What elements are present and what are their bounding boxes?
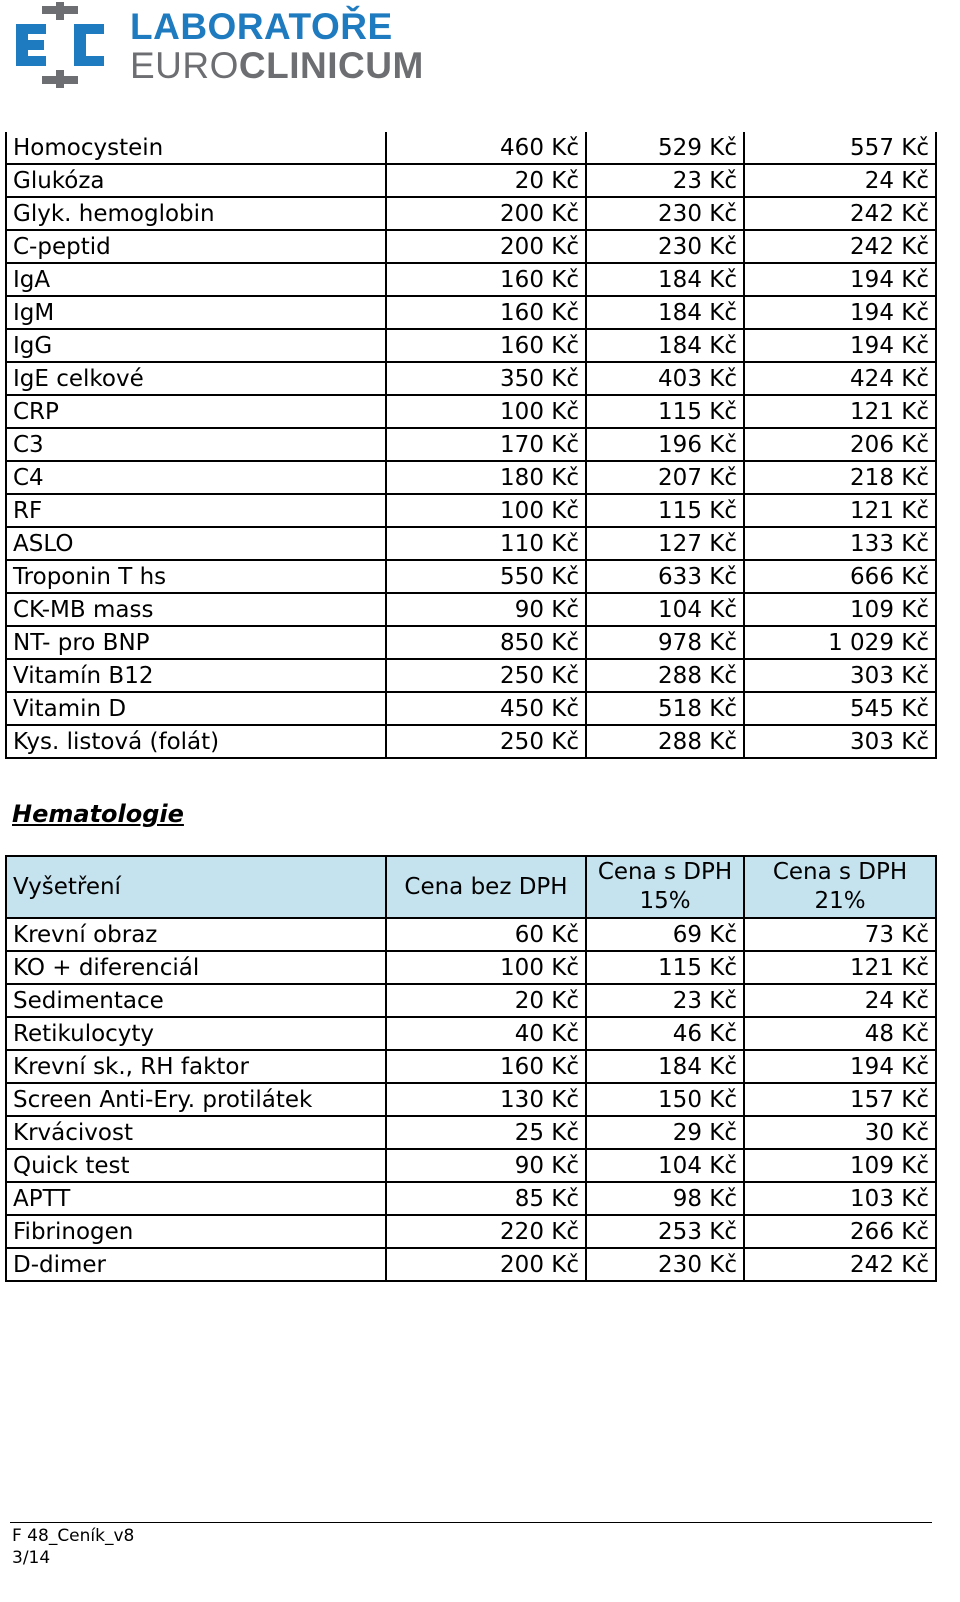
price-vat-15-cell: 403 Kč [586, 362, 744, 395]
test-name-cell: Krevní sk., RH faktor [6, 1050, 386, 1083]
price-vat-15-cell: 184 Kč [586, 296, 744, 329]
price-vat-15-cell: 184 Kč [586, 263, 744, 296]
price-vat-21-cell: 266 Kč [744, 1215, 936, 1248]
table-row [6, 984, 936, 1017]
price-vat-21-cell: 242 Kč [744, 230, 936, 263]
table-row [6, 626, 936, 659]
price-vat-21-cell: 24 Kč [744, 984, 936, 1017]
test-name-cell: Krvácivost [6, 1116, 386, 1149]
table-row [6, 725, 936, 758]
price-without-vat-cell: 460 Kč [386, 132, 586, 164]
price-without-vat-cell: 250 Kč [386, 659, 586, 692]
price-without-vat-cell: 550 Kč [386, 560, 586, 593]
price-without-vat-cell: 850 Kč [386, 626, 586, 659]
table-row [6, 1083, 936, 1116]
price-vat-15-cell: 184 Kč [586, 1050, 744, 1083]
price-vat-15-cell: 29 Kč [586, 1116, 744, 1149]
table-row [6, 362, 936, 395]
price-vat-21-cell: 48 Kč [744, 1017, 936, 1050]
price-vat-21-cell: 194 Kč [744, 1050, 936, 1083]
price-vat-21-cell: 242 Kč [744, 1248, 936, 1281]
table-row [6, 395, 936, 428]
price-without-vat-cell: 110 Kč [386, 527, 586, 560]
price-vat-21-cell: 303 Kč [744, 659, 936, 692]
price-vat-21-cell: 133 Kč [744, 527, 936, 560]
test-name-cell: Vitamín B12 [6, 659, 386, 692]
price-vat-15-cell: 253 Kč [586, 1215, 744, 1248]
test-name-cell: IgM [6, 296, 386, 329]
price-without-vat-cell: 40 Kč [386, 1017, 586, 1050]
section-title-hematologie: Hematologie [12, 800, 184, 828]
price-vat-15-cell: 633 Kč [586, 560, 744, 593]
table-row [6, 461, 936, 494]
price-without-vat-cell: 170 Kč [386, 428, 586, 461]
price-vat-21-cell: 103 Kč [744, 1182, 936, 1215]
table-row [6, 659, 936, 692]
price-vat-15-cell: 230 Kč [586, 230, 744, 263]
table-row [6, 132, 936, 164]
price-vat-15-cell: 69 Kč [586, 918, 744, 951]
test-name-cell: RF [6, 494, 386, 527]
price-vat-15-cell: 150 Kč [586, 1083, 744, 1116]
price-vat-15-cell: 23 Kč [586, 984, 744, 1017]
price-vat-15-cell: 196 Kč [586, 428, 744, 461]
price-vat-21-cell: 30 Kč [744, 1116, 936, 1149]
price-vat-21-cell: 24 Kč [744, 164, 936, 197]
price-vat-21-cell: 109 Kč [744, 593, 936, 626]
test-name-cell: Sedimentace [6, 984, 386, 1017]
test-name-cell: Kys. listová (folát) [6, 725, 386, 758]
price-without-vat-cell: 200 Kč [386, 1248, 586, 1281]
price-vat-21-cell: 1 029 Kč [744, 626, 936, 659]
price-vat-21-cell: 157 Kč [744, 1083, 936, 1116]
price-vat-15-cell: 46 Kč [586, 1017, 744, 1050]
price-without-vat-cell: 160 Kč [386, 1050, 586, 1083]
price-vat-21-cell: 121 Kč [744, 494, 936, 527]
price-vat-21-cell: 303 Kč [744, 725, 936, 758]
price-without-vat-cell: 90 Kč [386, 593, 586, 626]
price-vat-21-cell: 424 Kč [744, 362, 936, 395]
table-row [6, 1215, 936, 1248]
price-without-vat-cell: 20 Kč [386, 984, 586, 1017]
price-without-vat-cell: 250 Kč [386, 725, 586, 758]
price-without-vat-cell: 200 Kč [386, 230, 586, 263]
price-without-vat-cell: 100 Kč [386, 395, 586, 428]
price-without-vat-cell: 200 Kč [386, 197, 586, 230]
test-name-cell: C3 [6, 428, 386, 461]
test-name-cell: Troponin T hs [6, 560, 386, 593]
test-name-cell: CRP [6, 395, 386, 428]
test-name-cell: Vitamin D [6, 692, 386, 725]
test-name-cell: Krevní obraz [6, 918, 386, 951]
price-without-vat-cell: 160 Kč [386, 263, 586, 296]
table-header-row [6, 856, 936, 918]
price-vat-21-cell: 121 Kč [744, 395, 936, 428]
header-vysetreni: Vyšetření [6, 856, 386, 918]
table-row [6, 296, 936, 329]
table-row [6, 1149, 936, 1182]
test-name-cell: C4 [6, 461, 386, 494]
price-vat-21-cell: 194 Kč [744, 329, 936, 362]
price-vat-15-cell: 288 Kč [586, 725, 744, 758]
price-vat-15-cell: 529 Kč [586, 132, 744, 164]
price-vat-15-cell: 23 Kč [586, 164, 744, 197]
header-price-vat-21: Cena s DPH 21% [744, 856, 936, 918]
test-name-cell: Screen Anti-Ery. protilátek [6, 1083, 386, 1116]
price-vat-21-cell: 194 Kč [744, 296, 936, 329]
table-row [6, 428, 936, 461]
brand-line1: LABORATOŘE [130, 6, 393, 47]
price-vat-21-cell: 242 Kč [744, 197, 936, 230]
test-name-cell: IgA [6, 263, 386, 296]
test-name-cell: NT- pro BNP [6, 626, 386, 659]
price-vat-15-cell: 104 Kč [586, 1149, 744, 1182]
test-name-cell: CK-MB mass [6, 593, 386, 626]
price-without-vat-cell: 450 Kč [386, 692, 586, 725]
header-price-without-vat: Cena bez DPH [386, 856, 586, 918]
price-without-vat-cell: 160 Kč [386, 296, 586, 329]
price-without-vat-cell: 350 Kč [386, 362, 586, 395]
test-name-cell: ASLO [6, 527, 386, 560]
table-row [6, 593, 936, 626]
price-vat-15-cell: 127 Kč [586, 527, 744, 560]
price-without-vat-cell: 25 Kč [386, 1116, 586, 1149]
test-name-cell: IgG [6, 329, 386, 362]
price-vat-21-cell: 218 Kč [744, 461, 936, 494]
footer-page-number: 3/14 [12, 1548, 51, 1568]
test-name-cell: Homocystein [6, 132, 386, 164]
table-row [6, 230, 936, 263]
price-vat-15-cell: 230 Kč [586, 197, 744, 230]
brand-clinicum: CLINICUM [238, 45, 424, 86]
price-vat-15-cell: 230 Kč [586, 1248, 744, 1281]
footer-divider [10, 1522, 932, 1523]
price-vat-15-cell: 115 Kč [586, 395, 744, 428]
price-vat-15-cell: 288 Kč [586, 659, 744, 692]
table-row [6, 329, 936, 362]
price-without-vat-cell: 100 Kč [386, 951, 586, 984]
table-row [6, 263, 936, 296]
price-table-biochemistry [5, 132, 937, 759]
table-row [6, 527, 936, 560]
table-row [6, 1248, 936, 1281]
footer-form-code: F 48_Ceník_v8 [12, 1526, 135, 1546]
price-without-vat-cell: 60 Kč [386, 918, 586, 951]
test-name-cell: KO + diferenciál [6, 951, 386, 984]
test-name-cell: Quick test [6, 1149, 386, 1182]
table-row [6, 692, 936, 725]
table-row [6, 1182, 936, 1215]
table-row [6, 918, 936, 951]
price-vat-15-cell: 115 Kč [586, 951, 744, 984]
price-vat-15-cell: 978 Kč [586, 626, 744, 659]
price-vat-15-cell: 98 Kč [586, 1182, 744, 1215]
price-vat-21-cell: 73 Kč [744, 918, 936, 951]
test-name-cell: Fibrinogen [6, 1215, 386, 1248]
price-without-vat-cell: 160 Kč [386, 329, 586, 362]
price-vat-21-cell: 194 Kč [744, 263, 936, 296]
price-vat-21-cell: 121 Kč [744, 951, 936, 984]
price-vat-21-cell: 109 Kč [744, 1149, 936, 1182]
price-without-vat-cell: 90 Kč [386, 1149, 586, 1182]
test-name-cell: APTT [6, 1182, 386, 1215]
test-name-cell: Glyk. hemoglobin [6, 197, 386, 230]
price-vat-15-cell: 115 Kč [586, 494, 744, 527]
price-without-vat-cell: 100 Kč [386, 494, 586, 527]
brand-euro: EURO [130, 45, 239, 86]
price-without-vat-cell: 180 Kč [386, 461, 586, 494]
price-vat-15-cell: 184 Kč [586, 329, 744, 362]
table-row [6, 1116, 936, 1149]
table-row [6, 197, 936, 230]
test-name-cell: Glukóza [6, 164, 386, 197]
table-row [6, 494, 936, 527]
test-name-cell: D-dimer [6, 1248, 386, 1281]
price-vat-21-cell: 557 Kč [744, 132, 936, 164]
test-name-cell: Retikulocyty [6, 1017, 386, 1050]
price-vat-15-cell: 104 Kč [586, 593, 744, 626]
test-name-cell: C-peptid [6, 230, 386, 263]
table-row [6, 951, 936, 984]
price-table-hematology [5, 855, 937, 1282]
price-without-vat-cell: 20 Kč [386, 164, 586, 197]
price-vat-21-cell: 666 Kč [744, 560, 936, 593]
brand-line2 [130, 45, 424, 87]
table-row [6, 560, 936, 593]
table-row [6, 1050, 936, 1083]
header-price-vat-15: Cena s DPH 15% [586, 856, 744, 918]
price-vat-21-cell: 206 Kč [744, 428, 936, 461]
price-vat-21-cell: 545 Kč [744, 692, 936, 725]
price-vat-15-cell: 518 Kč [586, 692, 744, 725]
price-without-vat-cell: 220 Kč [386, 1215, 586, 1248]
price-without-vat-cell: 130 Kč [386, 1083, 586, 1116]
table-row [6, 1017, 936, 1050]
price-without-vat-cell: 85 Kč [386, 1182, 586, 1215]
euroclinicum-logo-icon [12, 2, 108, 88]
test-name-cell: IgE celkové [6, 362, 386, 395]
table-row [6, 164, 936, 197]
price-vat-15-cell: 207 Kč [586, 461, 744, 494]
